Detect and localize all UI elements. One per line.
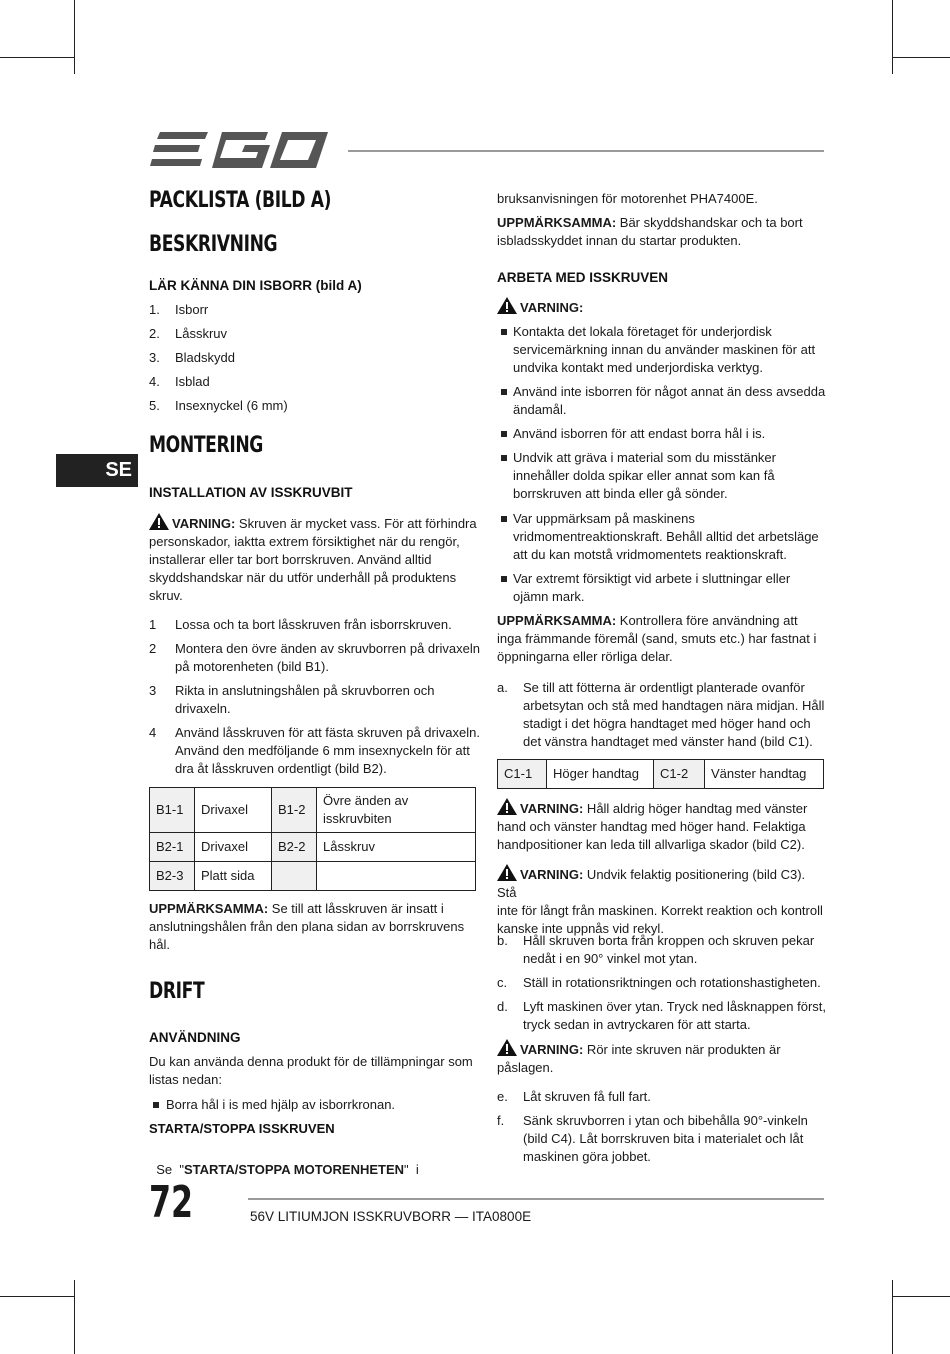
bullet-line: Var extremt försiktigt vid arbete i sluttningar eller xyxy=(513,571,791,586)
step-line: Montera den övre änden av skruvborren på drivaxeln xyxy=(175,641,480,656)
list-item-number: 3. xyxy=(149,350,160,365)
paragraph-line: listas nedan: xyxy=(149,1072,222,1087)
note-text: Kontrollera före användning att xyxy=(616,613,798,628)
step-letter: c. xyxy=(497,975,508,990)
step-text xyxy=(523,1112,808,1166)
warning-label: VARNING: xyxy=(520,867,584,882)
footer-rule xyxy=(248,1198,824,1200)
list-item-number: 1. xyxy=(149,302,160,317)
list-item: Isborr xyxy=(175,302,209,317)
table-cell: C1-1 xyxy=(498,760,547,789)
bullet-square-icon xyxy=(501,389,507,395)
warning-triangle-icon xyxy=(497,864,517,881)
warning-text: inte för långt från maskinen. Korrekt reaktion och kontroll xyxy=(497,903,823,918)
table-cell xyxy=(317,862,476,891)
bullet-square-icon xyxy=(501,516,507,522)
crop-mark xyxy=(892,57,950,58)
step-line: tryck sedan in avtryckaren för att starta. xyxy=(523,1017,751,1032)
step-line: Se till att fötterna är ordentligt planterade ovanför xyxy=(523,680,805,695)
note-text: Se till att låsskruven är insatt i xyxy=(268,901,444,916)
step-line: Lossa och ta bort låsskruven från isborrskruven. xyxy=(175,617,452,632)
note-block xyxy=(497,214,827,250)
step-line: stadigt i det högra handtaget med höger hand och xyxy=(523,716,811,731)
note-label: UPPMÄRKSAMMA: xyxy=(497,613,617,628)
note-text: hål. xyxy=(149,937,170,952)
note-text: isbladsskyddet innan du startar produkten. xyxy=(497,233,742,248)
bullet-line: att du kan motstå vridmomentets reaktionskraft. xyxy=(513,547,787,562)
heading-starta: STARTA/STOPPA ISSKRUVEN xyxy=(149,1121,335,1136)
bullet-item xyxy=(513,570,790,606)
text-span: " i xyxy=(404,1162,419,1177)
bullet-line: Undvik att gräva i material som du misstänker xyxy=(513,450,776,465)
bullet-item xyxy=(513,510,819,564)
step-line: arbetsytan och stå med handtagen nära midjan. Håll xyxy=(523,698,825,713)
heading-packlista: PACKLISTA (BILD A) xyxy=(149,188,332,213)
step-text xyxy=(175,640,480,676)
table-cell: Höger handtag xyxy=(547,760,654,789)
table-cell: Drivaxel xyxy=(195,788,272,833)
warning-label: VARNING: xyxy=(520,300,584,315)
ego-logo xyxy=(150,128,330,172)
note-text: öppningarna eller rörliga delar. xyxy=(497,649,673,664)
table-cell: Låsskruv xyxy=(317,833,476,862)
footer-doc-title: 56V LITIUMJON ISSKRUVBORR — ITA0800E xyxy=(250,1209,532,1224)
bullet-square-icon xyxy=(501,576,507,582)
step-line: Håll skruven borta från kroppen och skruven pekar xyxy=(523,933,815,948)
list-item: Bladskydd xyxy=(175,350,235,365)
step-letter: b. xyxy=(497,933,508,948)
note-label: UPPMÄRKSAMMA: xyxy=(149,901,269,916)
warning-text: påslagen. xyxy=(497,1060,554,1075)
bullet-line: servicemärkning innan du använder maskinen för att xyxy=(513,342,816,357)
bullet-item xyxy=(513,383,825,419)
warning-label: VARNING: xyxy=(520,801,584,816)
table-row xyxy=(498,760,824,789)
table-cell: B2-3 xyxy=(150,862,195,891)
table-cell: B2-1 xyxy=(150,833,195,862)
warning-text: personskador, iaktta extrem försiktighet när du rengör, xyxy=(149,534,460,549)
warning-text: handpositioner kan leda till allvarliga skador (bild C2). xyxy=(497,837,805,852)
step-text xyxy=(523,974,821,992)
bullet-line: innehåller dolda spikar eller annat som kan få xyxy=(513,468,775,483)
bullet-line: borrskruven att binda eller gå sönder. xyxy=(513,486,728,501)
language-tab-label: SE xyxy=(105,459,132,481)
heading-montering: MONTERING xyxy=(149,433,263,458)
starta-text xyxy=(149,1143,419,1179)
crop-mark xyxy=(74,1280,75,1354)
text-span: Se " xyxy=(156,1162,184,1177)
parts-table-b xyxy=(149,787,476,891)
note-block xyxy=(149,900,479,954)
step-letter: e. xyxy=(497,1089,508,1104)
table-row xyxy=(150,788,476,833)
bullet-square-icon xyxy=(501,455,507,461)
list-item-number: 4. xyxy=(149,374,160,389)
heading-installation: INSTALLATION AV ISSKRUVBIT xyxy=(149,485,353,500)
warning-label: VARNING: xyxy=(520,1042,584,1057)
table-row xyxy=(150,862,476,891)
language-tab xyxy=(56,454,138,487)
step-text xyxy=(523,998,826,1034)
bullet-square-icon xyxy=(501,431,507,437)
step-number: 1 xyxy=(149,617,157,632)
heading-drift: DRIFT xyxy=(149,979,205,1004)
step-line: Använd den medföljande 6 mm insexnyckeln för att xyxy=(175,743,470,758)
step-line: drivaxeln. xyxy=(175,701,231,716)
warning-text: skyddshandskar när du utför underhåll på produktens xyxy=(149,570,457,585)
step-line: det vänstra handtaget med vänster hand (bild C1). xyxy=(523,734,813,749)
table-cell: Drivaxel xyxy=(195,833,272,862)
step-line: Använd låsskruven för att fästa skruven på drivaxeln. xyxy=(175,725,480,740)
page-number: 72 xyxy=(149,1177,194,1228)
warning-text: Rör inte skruven när produkten är xyxy=(583,1042,781,1057)
heading-arbeta: ARBETA MED ISSKRUVEN xyxy=(497,270,669,285)
note-text: anslutningshålen från den plana sidan av borrskruvens xyxy=(149,919,465,934)
step-number: 4 xyxy=(149,725,157,740)
step-text xyxy=(523,1088,651,1106)
table-cell: C1-2 xyxy=(654,760,705,789)
step-text xyxy=(175,682,434,718)
bullet-item xyxy=(513,449,776,503)
bullet-line: ojämn mark. xyxy=(513,589,585,604)
step-text xyxy=(175,616,452,634)
list-item: Isblad xyxy=(175,374,210,389)
note-block xyxy=(497,612,827,666)
heading-anvandning: ANVÄNDNING xyxy=(149,1030,241,1045)
warning-triangle-icon xyxy=(497,297,517,314)
table-cell: B1-1 xyxy=(150,788,195,833)
list-item-number: 5. xyxy=(149,398,160,413)
step-line: Sänk skruvborren i ytan och bibehålla 90°-vinkeln xyxy=(523,1113,808,1128)
table-cell: B1-2 xyxy=(272,788,317,833)
crop-mark xyxy=(892,1296,950,1297)
bullet-line: vridmomentreaktionskraft. Behåll alltid det arbetsläge xyxy=(513,529,819,544)
bullet-line: Använd inte isborren för något annat än dess avsedda xyxy=(513,384,826,399)
step-line: (bild C4). Låt borrskruven bita i materialet och låt xyxy=(523,1131,804,1146)
list-item: Låsskruv xyxy=(175,326,228,341)
bullet-line: Använd isborren för att endast borra hål i is. xyxy=(513,426,766,441)
list-item-number: 2. xyxy=(149,326,160,341)
warning-label: VARNING: xyxy=(172,516,236,531)
step-line: dra åt låsskruven ordentligt (bild B2). xyxy=(175,761,387,776)
bullet-square-icon xyxy=(501,329,507,335)
warning-triangle-icon xyxy=(497,1039,517,1056)
crop-mark xyxy=(892,0,893,74)
note-text: inga främmande föremål (sand, smuts etc.) har fastnat i xyxy=(497,631,817,646)
step-line: Lyft maskinen över ytan. Tryck ned låsknappen först, xyxy=(523,999,826,1014)
step-line: nedåt i en 90° vinkel mot ytan. xyxy=(523,951,698,966)
crop-mark xyxy=(892,1280,893,1354)
warning-block xyxy=(497,864,827,938)
heading-beskrivning: BESKRIVNING xyxy=(149,232,278,257)
crop-mark xyxy=(0,1296,74,1297)
bullet-line: Kontakta det lokala företaget för underjordisk xyxy=(513,324,772,339)
warning-text: Skruven är mycket vass. För att förhindra xyxy=(235,516,477,531)
table-cell: Övre änden av isskruvbiten xyxy=(317,788,476,833)
paragraph-line: Du kan använda denna produkt för de tillämpningar som xyxy=(149,1054,473,1069)
bullet-square-icon xyxy=(153,1102,159,1108)
step-letter: f. xyxy=(497,1113,505,1128)
step-number: 2 xyxy=(149,641,157,656)
warning-block xyxy=(497,798,827,854)
warning-text: Håll aldrig höger handtag med vänster xyxy=(583,801,808,816)
note-label: UPPMÄRKSAMMA: xyxy=(497,215,617,230)
text-span-bold: STARTA/STOPPA MOTORENHETEN xyxy=(183,1162,405,1177)
bullet-line: undvika kontakt med underjordiska verktyg. xyxy=(513,360,764,375)
crop-mark xyxy=(74,0,75,74)
step-line: på motorenheten (bild B1). xyxy=(175,659,329,674)
warning-heading xyxy=(497,297,583,317)
table-cell xyxy=(272,862,317,891)
bullet-item: Borra hål i is med hjälp av isborrkronan. xyxy=(166,1097,396,1112)
heading-lar-kanna: LÄR KÄNNA DIN ISBORR (bild A) xyxy=(149,278,362,293)
step-line: Rikta in anslutningshålen på skruvborren och xyxy=(175,683,435,698)
list-item: Insexnyckel (6 mm) xyxy=(175,398,288,413)
warning-triangle-icon xyxy=(497,798,517,815)
table-row xyxy=(150,833,476,862)
bullet-line: Var uppmärksam på maskinens xyxy=(513,511,695,526)
warning-triangle-icon xyxy=(149,513,169,530)
step-number: 3 xyxy=(149,683,157,698)
table-cell: Vänster handtag xyxy=(705,760,824,789)
step-line: Låt skruven få full fart. xyxy=(523,1089,651,1104)
warning-block xyxy=(149,513,479,605)
step-text xyxy=(523,932,814,968)
warning-text: hand och vänster handtag med höger hand. Felaktiga xyxy=(497,819,806,834)
continued-line: bruksanvisningen för motorenhet PHA7400E. xyxy=(497,191,758,206)
table-cell: Platt sida xyxy=(195,862,272,891)
bullet-line: ändamål. xyxy=(513,402,567,417)
step-line: Ställ in rotationsriktningen och rotationshastigheten. xyxy=(523,975,821,990)
step-letter: d. xyxy=(497,999,508,1014)
note-text: Bär skyddshandskar och ta bort xyxy=(616,215,803,230)
step-letter: a. xyxy=(497,680,508,695)
step-text xyxy=(523,679,824,751)
warning-text: Undvik felaktig positionering (bild C3). Stå xyxy=(497,867,806,900)
table-cell: B2-2 xyxy=(272,833,317,862)
bullet-item xyxy=(513,425,765,443)
warning-text: skruv. xyxy=(149,588,183,603)
crop-mark xyxy=(0,57,74,58)
bullet-item xyxy=(513,323,815,377)
step-text xyxy=(175,724,480,778)
warning-text: kanske inte uppnås vid rekyl. xyxy=(497,921,664,936)
handle-table-c xyxy=(497,759,824,789)
header-rule xyxy=(348,150,824,152)
step-line: maskinen göra jobbet. xyxy=(523,1149,651,1164)
anvandning-text xyxy=(149,1053,479,1089)
warning-text: installerar eller tar bort borrskruven. Använd alltid xyxy=(149,552,432,567)
warning-block xyxy=(497,1039,827,1077)
